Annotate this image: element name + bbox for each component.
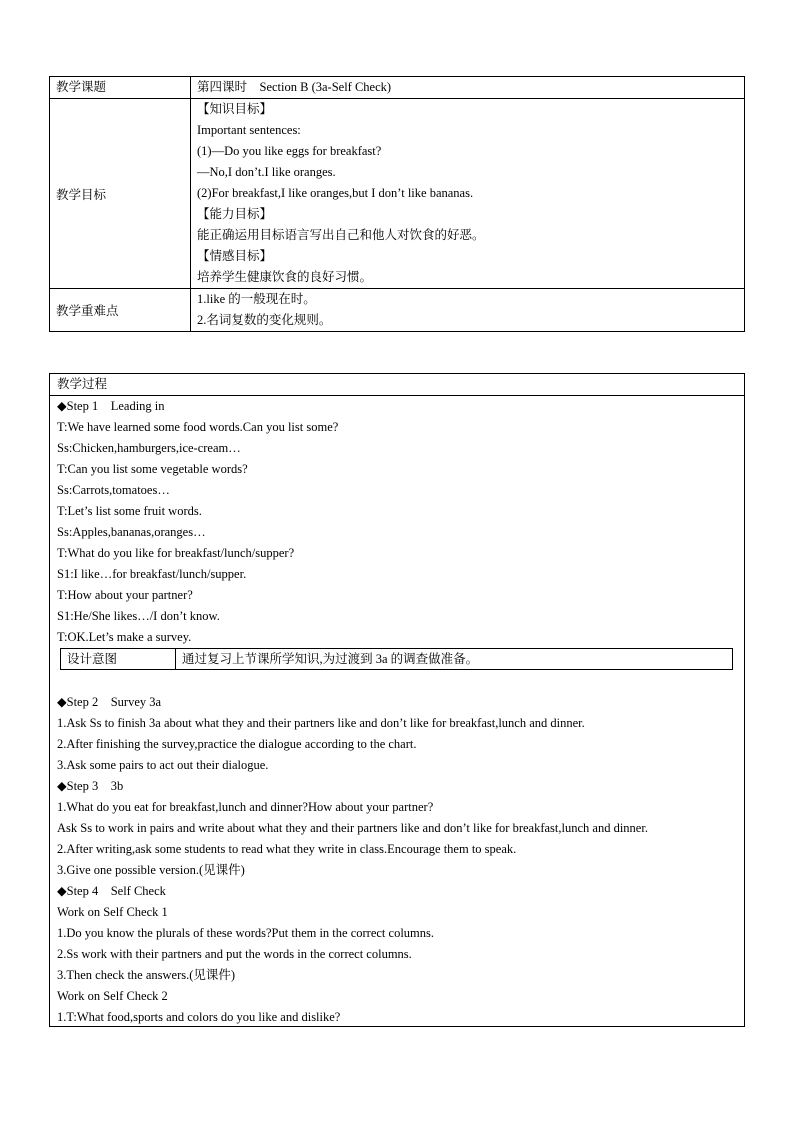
objective-line: 能正确运用目标语言写出自己和他人对饮食的好恶。 [197,228,485,242]
objective-line: (1)—Do you like eggs for breakfast? [197,144,382,158]
process-line: ◆Step 2 Survey 3a [57,695,162,709]
process-line: ◆Step 3 3b [57,779,124,793]
step1-line: Ss:Carrots,tomatoes… [57,483,170,497]
keypoint-line: 1.like 的一般现在时。 [197,292,316,306]
keypoints-content [191,289,745,332]
design-intent-table [60,648,733,670]
process-box [49,373,745,1027]
step1-line: T:Can you list some vegetable words? [57,462,248,476]
objective-line: 培养学生健康饮食的良好习惯。 [197,270,373,284]
objective-line: 【能力目标】 [197,207,273,221]
topic-row [50,77,745,99]
topic-value: 第四课时 Section B (3a-Self Check) [191,77,745,99]
objective-line: —No,I don’t.I like oranges. [197,165,336,179]
objective-line: 【知识目标】 [197,102,273,116]
lesson-info-table [49,76,745,332]
process-line: 2.After finishing the survey,practice the dialogue according to the chart. [57,737,417,751]
step1-line: ◆Step 1 Leading in [57,399,165,413]
process-line: ◆Step 4 Self Check [57,884,166,898]
process-line: 3.Ask some pairs to act out their dialogue. [57,758,269,772]
step1-line: Ss:Apples,bananas,oranges… [57,525,206,539]
process-line: Work on Self Check 1 [57,905,168,919]
process-line: 3.Then check the answers.(见课件) [57,968,236,982]
process-line: 2.After writing,ask some students to read what they write in class.Encourage them to speak. [57,842,517,856]
process-line: 1.Do you know the plurals of these words?Put them in the correct columns. [57,926,435,940]
step1-line: Ss:Chicken,hamburgers,ice-cream… [57,441,241,455]
process-line: Work on Self Check 2 [57,989,168,1003]
spacer [57,670,744,692]
step1-line: S1:I like…for breakfast/lunch/supper. [57,567,247,581]
step1-line: T:We have learned some food words.Can you list some? [57,420,339,434]
objectives-content [191,99,745,289]
process-line: 1.T:What food,sports and colors do you like and dislike? [57,1010,341,1024]
objectives-label: 教学目标 [50,99,191,289]
process-line: Ask Ss to work in pairs and write about what they and their partners like and don’t like for breakfast,lunch and dinner. [57,821,648,835]
process-line: 1.What do you eat for breakfast,lunch and dinner?How about your partner? [57,800,434,814]
process-line: 1.Ask Ss to finish 3a about what they and their partners like and don’t like for breakfast,lunch and dinner. [57,716,585,730]
keypoint-line: 2.名词复数的变化规则。 [197,313,332,327]
objectives-row [50,99,745,289]
objective-line: Important sentences: [197,123,301,137]
process-title: 教学过程 [50,374,744,396]
step1-line: T:How about your partner? [57,588,193,602]
process-line: 2.Ss work with their partners and put the words in the correct columns. [57,947,412,961]
step1-line: T:Let’s list some fruit words. [57,504,202,518]
topic-label: 教学课题 [50,77,191,99]
step1-line: T:What do you like for breakfast/lunch/supper? [57,546,295,560]
process-body [50,396,744,1028]
objective-line: (2)For breakfast,I like oranges,but I don’t like bananas. [197,186,474,200]
design-intent-label: 设计意图 [61,649,176,670]
design-intent-value: 通过复习上节课所学知识,为过渡到 3a 的调查做准备。 [176,649,733,670]
objective-line: 【情感目标】 [197,249,273,263]
step1-line: T:OK.Let’s make a survey. [57,630,192,644]
keypoints-label: 教学重难点 [50,289,191,332]
step1-line: S1:He/She likes…/I don’t know. [57,609,220,623]
keypoints-row [50,289,745,332]
process-line: 3.Give one possible version.(见课件) [57,863,245,877]
